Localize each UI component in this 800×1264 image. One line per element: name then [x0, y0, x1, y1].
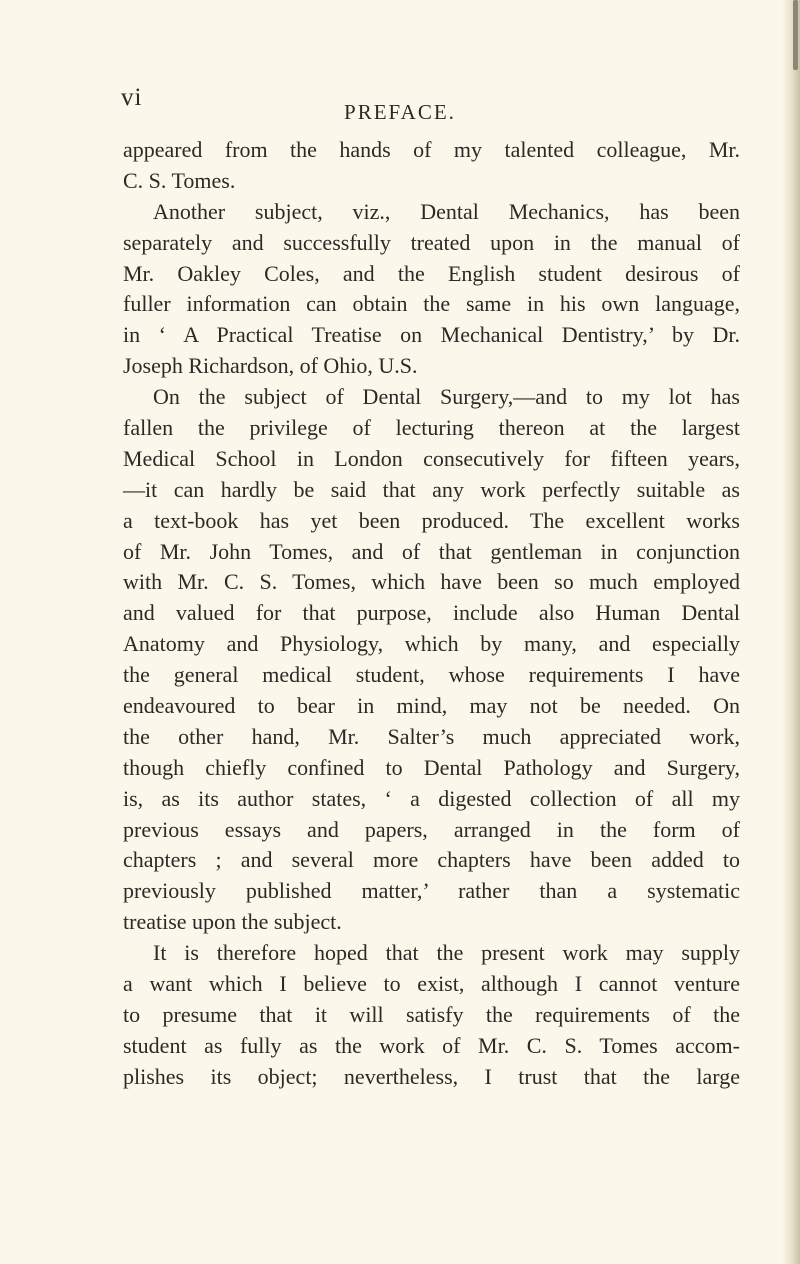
text-line: of Mr. John Tomes, and of that gentleman in conjunction: [123, 538, 740, 564]
text-line: with Mr. C. S. Tomes, which have been so much employed: [123, 569, 740, 595]
text-line: C. S. Tomes.: [123, 167, 236, 193]
text-line: treatise upon the subject.: [123, 909, 342, 935]
text-line: Another subject, viz., Dental Mechanics, has been: [153, 198, 740, 224]
text-line: is, as its author states, ‘ a digested collection of all my: [123, 785, 740, 811]
text-line: previous essays and papers, arranged in the form of: [123, 816, 740, 842]
text-line: student as fully as the work of Mr. C. S. Tomes accom-: [123, 1032, 740, 1058]
text-line: It is therefore hoped that the present work may supply: [153, 940, 740, 966]
text-line: fuller information can obtain the same in his own language,: [123, 291, 740, 317]
text-line: previously published matter,’ rather than a systematic: [123, 878, 740, 904]
text-line: the general medical student, whose requirements I have: [123, 662, 740, 688]
text-line: Anatomy and Physiology, which by many, and especially: [123, 631, 740, 657]
page-edge-shadow: [782, 0, 800, 1264]
text-line: Mr. Oakley Coles, and the English student desirous of: [123, 260, 740, 286]
text-line: and valued for that purpose, include also Human Dental: [123, 600, 740, 626]
text-line: separately and successfully treated upon in the manual of: [123, 229, 740, 255]
text-line: a text-book has yet been produced. The excellent works: [123, 507, 740, 533]
text-line: the other hand, Mr. Salter’s much appreciated work,: [123, 723, 740, 749]
text-line: to presume that it will satisfy the requirements of the: [123, 1001, 740, 1027]
text-line: fallen the privilege of lecturing thereon at the largest: [123, 415, 740, 441]
page-edge-mark: [793, 0, 798, 70]
text-line: appeared from the hands of my talented colleague, Mr.: [123, 137, 740, 162]
running-head: PREFACE.: [344, 100, 456, 124]
text-line: endeavoured to bear in mind, may not be needed. On: [123, 693, 740, 719]
body-text: [123, 135, 740, 1093]
text-line: —it can hardly be said that any work perfectly suitable as: [123, 476, 740, 502]
page-number: vi: [121, 84, 143, 111]
text-line: in ‘ A Practical Treatise on Mechanical Dentistry,’ by Dr.: [123, 322, 740, 348]
text-line: On the subject of Dental Surgery,—and to my lot has: [153, 384, 740, 410]
text-line: Medical School in London consecutively for fifteen years,: [123, 445, 740, 471]
text-line: though chiefly confined to Dental Pathology and Surgery,: [123, 754, 740, 780]
text-line: a want which I believe to exist, although I cannot venture: [123, 971, 740, 997]
text-line: chapters ; and several more chapters have been added to: [123, 847, 740, 873]
text-line: Joseph Richardson, of Ohio, U.S.: [123, 353, 418, 379]
text-line: plishes its object; nevertheless, I trust that the large: [123, 1063, 740, 1089]
